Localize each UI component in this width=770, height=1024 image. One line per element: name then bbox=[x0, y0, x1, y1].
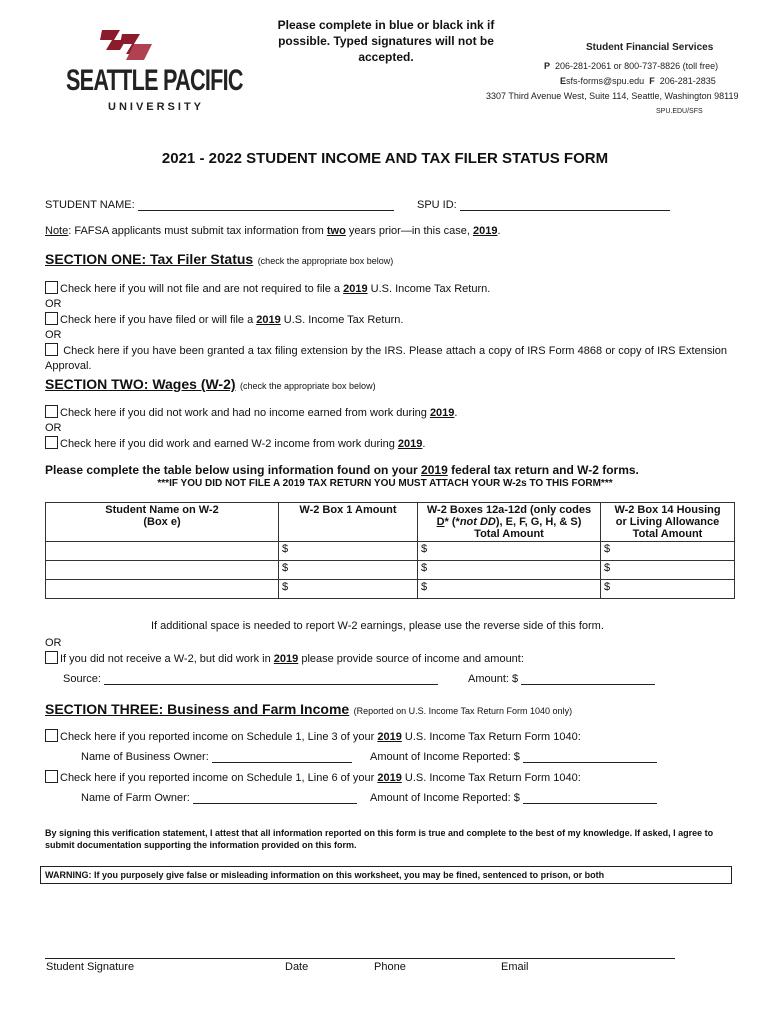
office-phone: 206-281-2061 or 800-737-8826 (toll free) bbox=[555, 61, 719, 71]
office-email: sfs-forms@spu.edu bbox=[566, 76, 645, 86]
option-text-end: U.S. Income Tax Return. bbox=[280, 314, 404, 326]
signature-line[interactable] bbox=[45, 958, 675, 959]
student-name-field[interactable] bbox=[138, 198, 394, 211]
table-header-row bbox=[46, 503, 735, 542]
checkbox[interactable] bbox=[45, 312, 58, 325]
spu-id-row bbox=[417, 198, 670, 211]
box14-cell[interactable]: $ bbox=[601, 561, 735, 580]
box1-cell[interactable]: $ bbox=[279, 561, 418, 580]
table-row bbox=[46, 561, 735, 580]
note-label: Note bbox=[45, 225, 69, 237]
farm-owner-field[interactable] bbox=[193, 792, 357, 804]
spu-id-field[interactable] bbox=[460, 198, 670, 211]
option-text: Check here if you have been granted a tax filing extension by the IRS. Please attach a copy of IRS Form 4868 or copy of IRS Extension Approval. bbox=[45, 345, 727, 372]
option-year: 2019 bbox=[343, 283, 368, 295]
note-two: two bbox=[326, 225, 346, 237]
note-year: 2019 bbox=[472, 225, 498, 237]
option-text: Check here if you will not file and are not required to file a bbox=[60, 283, 344, 295]
box12-cell[interactable]: $ bbox=[418, 561, 601, 580]
business-amount-field[interactable] bbox=[523, 751, 657, 763]
farm-owner-row bbox=[81, 792, 357, 804]
business-option[interactable] bbox=[45, 729, 581, 743]
col-box1: W-2 Box 1 Amount bbox=[279, 503, 418, 542]
option-text-end: . bbox=[422, 438, 426, 450]
form-title: 2021 - 2022 STUDENT INCOME AND TAX FILER STATUS FORM bbox=[161, 150, 609, 167]
section-three-hint: (Reported on U.S. Income Tax Return Form 1040 only) bbox=[353, 706, 573, 716]
checkbox[interactable] bbox=[45, 281, 58, 294]
option-text-end: U.S. Income Tax Return. bbox=[367, 283, 491, 295]
farm-amount-label: Amount of Income Reported: $ bbox=[370, 792, 520, 804]
email-label: Email bbox=[501, 961, 529, 973]
filer-option-filed[interactable] bbox=[45, 312, 727, 328]
note-text-mid: years prior—in this case, bbox=[345, 225, 473, 237]
section-two-title: SECTION TWO: Wages (W-2) bbox=[45, 376, 236, 392]
amount-label: Amount: $ bbox=[468, 673, 519, 685]
box14-cell[interactable]: $ bbox=[601, 542, 735, 561]
box14-cell[interactable]: $ bbox=[601, 580, 735, 599]
section-one-heading bbox=[45, 251, 393, 269]
checkbox[interactable] bbox=[45, 343, 58, 356]
business-owner-field[interactable] bbox=[212, 751, 352, 763]
business-owner-label: Name of Business Owner: bbox=[81, 751, 209, 763]
option-year: 2019 bbox=[377, 772, 402, 784]
col-student-name: Student Name on W-2 (Box e) bbox=[46, 503, 279, 542]
intro-year: 2019 bbox=[421, 463, 448, 477]
option-text-end: please provide source of income and amount: bbox=[298, 653, 524, 665]
farm-amount-field[interactable] bbox=[523, 792, 657, 804]
name-cell[interactable] bbox=[46, 561, 279, 580]
name-cell[interactable] bbox=[46, 580, 279, 599]
additional-space-note: If additional space is needed to report W-2 earnings, please use the reverse side of this form. bbox=[151, 620, 604, 632]
source-row bbox=[63, 673, 438, 685]
no-w2-block bbox=[45, 635, 735, 667]
note-text: : FAFSA applicants must submit tax information from bbox=[68, 225, 327, 237]
section-three-heading bbox=[45, 701, 572, 719]
email-label: E bbox=[560, 76, 567, 86]
name-cell[interactable] bbox=[46, 542, 279, 561]
section-three-title: SECTION THREE: Business and Farm Income bbox=[45, 701, 350, 717]
business-amount-row bbox=[370, 751, 657, 763]
box1-cell[interactable]: $ bbox=[279, 580, 418, 599]
section-one-options bbox=[45, 281, 727, 374]
option-text: If you did not receive a W-2, but did work in bbox=[60, 653, 274, 665]
option-year: 2019 bbox=[397, 438, 423, 450]
farm-amount-row bbox=[370, 792, 657, 804]
business-amount-label: Amount of Income Reported: $ bbox=[370, 751, 520, 763]
note-end: . bbox=[497, 225, 501, 237]
option-year: 2019 bbox=[256, 314, 281, 326]
spu-id-label: SPU ID: bbox=[417, 199, 457, 211]
section-two-hint: (check the appropriate box below) bbox=[239, 381, 376, 391]
no-w2-option[interactable] bbox=[45, 651, 735, 667]
amount-field[interactable] bbox=[521, 673, 655, 685]
table-row bbox=[46, 580, 735, 599]
option-text: Check here if you reported income on Schedule 1, Line 6 of your bbox=[60, 772, 378, 784]
office-contact bbox=[486, 40, 739, 119]
w2-table bbox=[45, 502, 735, 599]
office-address: 3307 Third Avenue West, Suite 114, Seattle, Washington 98119 bbox=[486, 91, 739, 101]
source-label: Source: bbox=[63, 673, 101, 685]
farm-option[interactable] bbox=[45, 770, 581, 784]
phone-label: Phone bbox=[374, 961, 406, 973]
option-text: Check here if you have filed or will file a bbox=[60, 314, 257, 326]
source-field[interactable] bbox=[104, 673, 438, 685]
university-logo bbox=[66, 26, 243, 118]
checkbox[interactable] bbox=[45, 770, 58, 783]
section-two-options bbox=[45, 405, 727, 452]
table-instructions bbox=[45, 463, 639, 477]
checkbox[interactable] bbox=[45, 436, 58, 449]
section-two-heading bbox=[45, 376, 376, 394]
intro-text-end: federal tax return and W-2 forms. bbox=[447, 463, 639, 477]
option-year: 2019 bbox=[429, 407, 455, 419]
office-web: SPU.EDU/SFS bbox=[656, 108, 703, 115]
option-text-end: . bbox=[454, 407, 458, 419]
phone-label: P bbox=[544, 61, 551, 71]
w2-attach-warning: ***IF YOU DID NOT FILE A 2019 TAX RETURN YOU MUST ATTACH YOUR W-2s TO THIS FORM*** bbox=[157, 478, 613, 489]
col-box12: W-2 Boxes 12a-12d (only codes D* (*not DD), E, F, G, H, & S) Total Amount bbox=[418, 503, 601, 542]
col-box14: W-2 Box 14 Housing or Living Allowance Total Amount bbox=[601, 503, 735, 542]
section-one-title: SECTION ONE: Tax Filer Status bbox=[45, 251, 254, 267]
business-owner-row bbox=[81, 751, 352, 763]
fafsa-note bbox=[45, 225, 501, 237]
checkbox[interactable] bbox=[45, 405, 58, 418]
ink-notice: Please complete in blue or black ink if possible. Typed signatures will not be accepted. bbox=[277, 18, 495, 64]
warning-box: WARNING: If you purposely give false or misleading information on this worksheet, you may be fined, sentenced to prison, or both bbox=[40, 866, 732, 884]
or-label: OR bbox=[45, 637, 62, 649]
or-label: OR bbox=[45, 329, 62, 341]
option-year: 2019 bbox=[273, 653, 299, 665]
filer-option-not-file[interactable] bbox=[45, 281, 727, 297]
fax-label: F bbox=[649, 76, 655, 86]
box1-cell[interactable]: $ bbox=[279, 542, 418, 561]
checkbox[interactable] bbox=[45, 651, 58, 664]
intro-text: Please complete the table below using information found on your bbox=[45, 463, 422, 477]
student-name-row bbox=[45, 198, 394, 211]
table-row bbox=[46, 542, 735, 561]
option-text-end: U.S. Income Tax Return Form 1040: bbox=[401, 772, 581, 784]
wages-option-worked[interactable] bbox=[45, 436, 727, 452]
option-text: Check here if you reported income on Schedule 1, Line 3 of your bbox=[60, 731, 378, 743]
date-label: Date bbox=[285, 961, 309, 973]
box12-cell[interactable]: $ bbox=[418, 542, 601, 561]
box12-cell[interactable]: $ bbox=[418, 580, 601, 599]
logo-wordmark: SEATTLE PACIFIC bbox=[66, 64, 243, 97]
option-text-end: U.S. Income Tax Return Form 1040: bbox=[401, 731, 581, 743]
section-one-hint: (check the appropriate box below) bbox=[257, 256, 394, 266]
checkbox[interactable] bbox=[45, 729, 58, 742]
filer-option-extension[interactable] bbox=[45, 343, 727, 374]
or-label: OR bbox=[45, 298, 62, 310]
option-text: Check here if you did not work and had no income earned from work during bbox=[60, 407, 430, 419]
office-fax: 206-281-2835 bbox=[659, 76, 716, 86]
farm-owner-label: Name of Farm Owner: bbox=[81, 792, 190, 804]
logo-subword: UNIVERSITY bbox=[108, 101, 205, 113]
logo-mark-icon bbox=[96, 26, 156, 66]
option-year: 2019 bbox=[377, 731, 402, 743]
amount-row bbox=[468, 673, 655, 685]
attestation-statement: By signing this verification statement, I attest that all information reported on this form is true and complete to the best of my knowledge. If asked, I agree to submit documentation supporting the information provided on this form. bbox=[45, 828, 714, 850]
office-name: Student Financial Services bbox=[586, 42, 714, 53]
option-text: Check here if you did work and earned W-2 income from work during bbox=[60, 438, 398, 450]
signature-label: Student Signature bbox=[46, 961, 135, 973]
or-label: OR bbox=[45, 422, 62, 434]
wages-option-no-work[interactable] bbox=[45, 405, 727, 421]
student-name-label: STUDENT NAME: bbox=[45, 199, 135, 211]
